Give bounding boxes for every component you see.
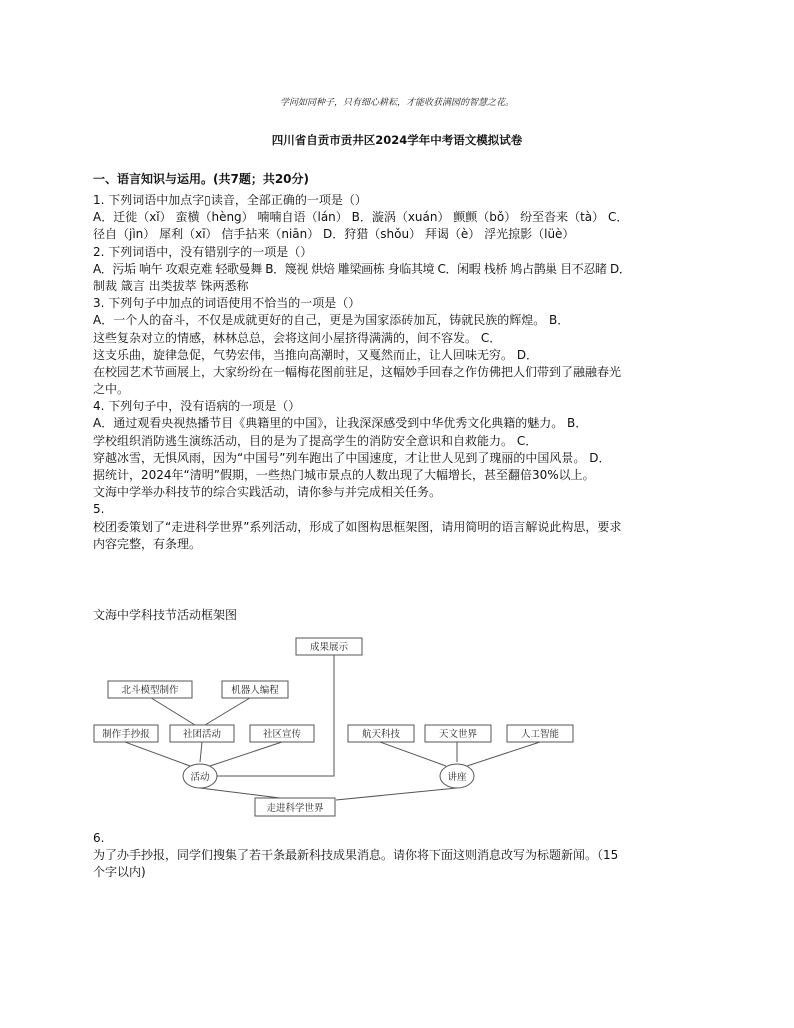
node-club-label: 社团活动 [182, 729, 222, 740]
text-line: A．污垢 响午 攻艰克难 轻歌曼舞 B．篾视 烘焙 雕梁画栋 身临其境 C．闲暇 栈桥 鸠占鹊巢 目不忍睹 D． [93, 261, 631, 276]
question-6 [93, 830, 713, 882]
text-line: 据统计，2024年“清明”假期，一些热门城市景点的人数出现了大幅增长，甚至翻倍30%以上。 [93, 468, 595, 482]
node-ai-label: 人工智能 [520, 729, 560, 740]
text-line: 制裁 箴言 出类拔萃 铢两悉称 [93, 278, 249, 293]
node-root-label: 走进科学世界 [266, 803, 324, 814]
diagram-caption: 文海中学科技节活动框架图 [93, 608, 238, 622]
node-community-label: 社区宣传 [262, 729, 302, 740]
connector [211, 655, 334, 776]
text-line: 1. 下列词语中加点字▯读音，全部正确的一项是（） [93, 193, 367, 207]
text-line: 内容完整，有条理。 [93, 536, 202, 551]
text-line: 学校组织消防逃生演练活动，目的是为了提高学生的消防安全意识和自救能力。 C． [93, 433, 538, 448]
text-line: 在校园艺术节画展上，大家纷纷在一幅梅花图前驻足，这幅妙手回春之作仿佛把人们带到了融融春光 [93, 364, 622, 379]
text-line: 文海中学举办科技节的综合实践活动，请你参与并完成相关任务。 [93, 485, 442, 500]
node-astronomy-label: 天文世界 [438, 729, 478, 740]
node-handbook-label: 制作手抄报 [102, 729, 150, 740]
text-line: A．一个人的奋斗，不仅是成就更好的自己，更是为国家添砖加瓦，铸就民族的辉煌。 B． [93, 313, 570, 328]
text-line: A．通过观看央视热播节目《典籍里的中国》，让我深深感受到中华优秀文化典籍的魅力。 B． [93, 416, 588, 431]
connector [205, 696, 253, 725]
node-results-label: 成果展示 [309, 642, 349, 653]
text-line: 3. 下列句子中加点的词语使用不恰当的一项是（） [93, 296, 361, 311]
text-line: 这些复杂对立的情感，林林总总，会将这间小屋挤得满满的，间不容发。 C． [93, 330, 502, 345]
text-line: 为了办手抄报，同学们搜集了若干条最新科技成果消息。请你将下面这则消息改写为标题新闻。（15 [93, 848, 619, 863]
text-line: 径自（jìn） 犀利（xī） 信手拈来（niān） D．狩猎（shǒu） 拜谒（è） 浮光掠影（lüè） [93, 227, 575, 242]
section-heading: 一、语言知识与运用。(共7题；共20分) [93, 172, 310, 186]
text-line: 之中。 [93, 382, 130, 397]
text-line: 4. 下列句子中，没有语病的一项是（） [93, 399, 301, 414]
node-aerospace-label: 航天科技 [361, 729, 401, 740]
text-line: 5. [93, 502, 105, 517]
page-title: 四川省自贡市贡井区2024学年中考语文模拟试卷 [271, 133, 523, 147]
question-number: 6. [93, 831, 105, 845]
text-line: A．迁徙（xǐ） 蛮横（hèng） 喃喃自语（lán） B．漩涡（xuán） 颤颤（bǒ） 纷至沓来（tà） C． [93, 210, 629, 225]
header-motto: 学问如同种子，只有细心耕耘，才能收获满园的智慧之花。 [279, 98, 514, 108]
node-robot-label: 机器人编程 [231, 685, 279, 696]
connector [467, 742, 540, 766]
connector [125, 742, 190, 766]
text-line: 校团委策划了“走进科学世界”系列活动，形成了如图构思框架图，请用简明的语言解说此构思，要求 [93, 519, 622, 534]
connector [200, 742, 202, 762]
node-activity-label: 活动 [190, 772, 210, 783]
connector [148, 696, 195, 725]
text-line: 这支乐曲，旋律急促，气势宏伟，当推向高潮时，又戛然而止，让人回味无穷。 D． [93, 347, 539, 362]
connector [336, 788, 457, 800]
connector [210, 742, 282, 766]
connector [380, 742, 446, 766]
text-line: 2. 下列词语中，没有错别字的一项是（） [93, 244, 313, 259]
text-line: 穿越冰雪，无惧风雨，因为“中国号”列车跑出了中国速度，才让世人见到了瑰丽的中国风景。 D． [93, 450, 611, 465]
node-lecture-label: 讲座 [447, 772, 467, 783]
node-beidou-label: 北斗模型制作 [121, 685, 179, 696]
text-line: 个字以内) [93, 865, 146, 880]
